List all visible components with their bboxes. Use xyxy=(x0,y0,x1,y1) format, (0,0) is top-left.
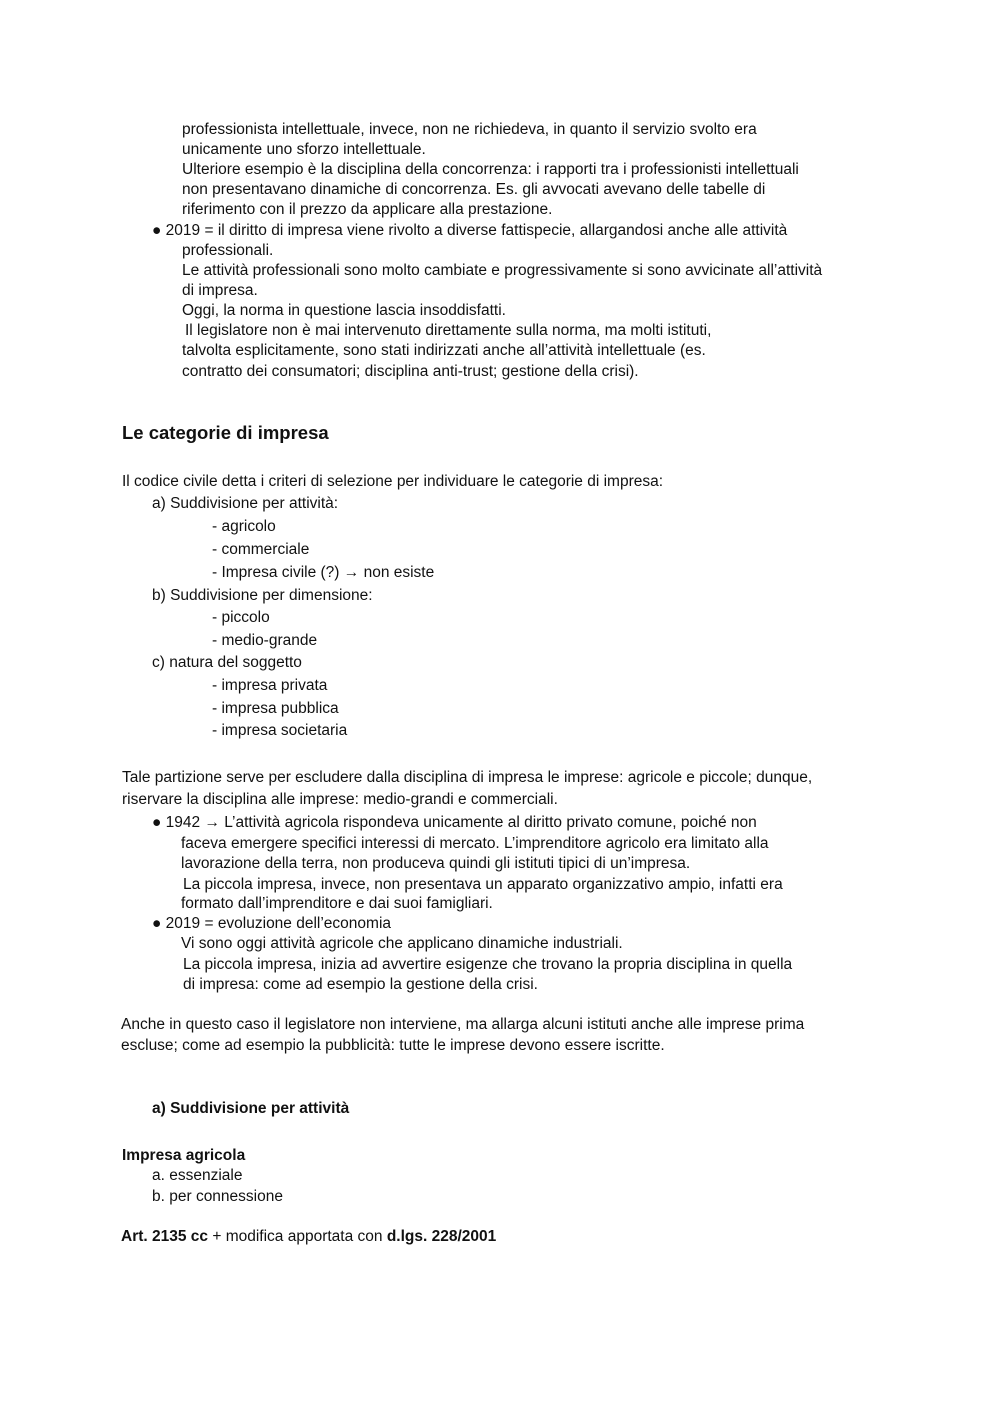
section-heading: Le categorie di impresa xyxy=(122,422,329,443)
bullet-line: di impresa. xyxy=(182,282,258,299)
category-item: - agricolo xyxy=(212,518,276,535)
category-title: a) Suddivisione per attività: xyxy=(152,495,339,512)
category-title: c) natura del soggetto xyxy=(152,654,302,671)
category-item: - impresa pubblica xyxy=(212,700,339,717)
paragraph-line: riferimento con il prezzo da applicare alla prestazione. xyxy=(182,201,553,218)
bullet-line: faceva emergere specifici interessi di mercato. L’imprenditore agricolo era limitato alla xyxy=(181,835,769,852)
bullet-line: La piccola impresa, inizia ad avvertire esigenze che trovano la propria disciplina in quella xyxy=(183,956,793,973)
category-item: - impresa societaria xyxy=(212,722,348,739)
bullet-line: ● 2019 = evoluzione dell’economia xyxy=(152,915,392,932)
category-item: - piccolo xyxy=(212,609,270,626)
paragraph-line: riservare la disciplina alle imprese: medio-grandi e commerciali. xyxy=(122,791,558,808)
article-reference xyxy=(121,1227,496,1247)
paragraph-line: Anche in questo caso il legislatore non interviene, ma allarga alcuni istituti anche alle imprese prima xyxy=(121,1016,805,1033)
paragraph-line: professionista intellettuale, invece, non ne richiedeva, in quanto il servizio svolto era xyxy=(182,121,757,138)
bullet-line: talvolta esplicitamente, sono stati indirizzati anche all’attività intellettuale (es. xyxy=(182,342,706,359)
bullet-line: Le attività professionali sono molto cambiate e progressivamente si sono avvicinate all’attività xyxy=(182,262,823,279)
category-title: b) Suddivisione per dimensione: xyxy=(152,587,373,604)
category-item: - commerciale xyxy=(212,541,310,558)
bullet-line: contratto dei consumatori; disciplina anti-trust; gestione della crisi). xyxy=(182,363,639,380)
list-item: a. essenziale xyxy=(152,1167,243,1184)
category-item: - medio-grande xyxy=(212,632,318,649)
paragraph-line: Ulteriore esempio è la disciplina della concorrenza: i rapporti tra i professionisti intellettuali xyxy=(182,161,799,178)
paragraph-line: unicamente uno sforzo intellettuale. xyxy=(182,141,426,158)
bullet-line: Oggi, la norma in questione lascia insoddisfatti. xyxy=(182,302,506,319)
paragraph-line: non presentavano dinamiche di concorrenza. Es. gli avvocati avevano delle tabelle di xyxy=(182,181,766,198)
list-item: b. per connessione xyxy=(152,1188,283,1205)
bullet-line: La piccola impresa, invece, non presentava un apparato organizzativo ampio, infatti era xyxy=(183,876,783,893)
bullet-line: ● 2019 = il diritto di impresa viene rivolto a diverse fattispecie, allargandosi anche alle attività xyxy=(152,222,788,239)
article-connector: + modifica apportata con xyxy=(208,1228,387,1245)
category-item: - impresa privata xyxy=(212,677,328,694)
bullet-line: di impresa: come ad esempio la gestione della crisi. xyxy=(183,976,538,993)
bullet-line: Il legislatore non è mai intervenuto direttamente sulla norma, ma molti istituti, xyxy=(185,322,712,339)
intro-line: Il codice civile detta i criteri di selezione per individuare le categorie di impresa: xyxy=(122,473,664,490)
paragraph-line: escluse; come ad esempio la pubblicità: tutte le imprese devono essere iscritte. xyxy=(121,1037,665,1054)
decree-reference: d.lgs. 228/2001 xyxy=(386,1228,497,1245)
paragraph-line: Tale partizione serve per escludere dalla disciplina di impresa le imprese: agricole e piccole; dunque, xyxy=(122,769,813,786)
article-number: Art. 2135 cc xyxy=(121,1228,209,1245)
subsection-heading: a) Suddivisione per attività xyxy=(152,1100,350,1117)
bullet-line: formato dall’imprenditore e dai suoi famigliari. xyxy=(181,895,493,912)
bullet-line: lavorazione della terra, non produceva quindi gli istituti tipici di un’impresa. xyxy=(181,855,691,872)
bullet-line: professionali. xyxy=(182,242,274,259)
bullet-line: ● 1942 → L’attività agricola rispondeva unicamente al diritto privato comune, poiché non xyxy=(152,814,757,831)
bullet-line: Vi sono oggi attività agricole che applicano dinamiche industriali. xyxy=(181,935,623,952)
category-item: - Impresa civile (?) → non esiste xyxy=(212,564,435,581)
impresa-agricola-title: Impresa agricola xyxy=(122,1147,246,1164)
